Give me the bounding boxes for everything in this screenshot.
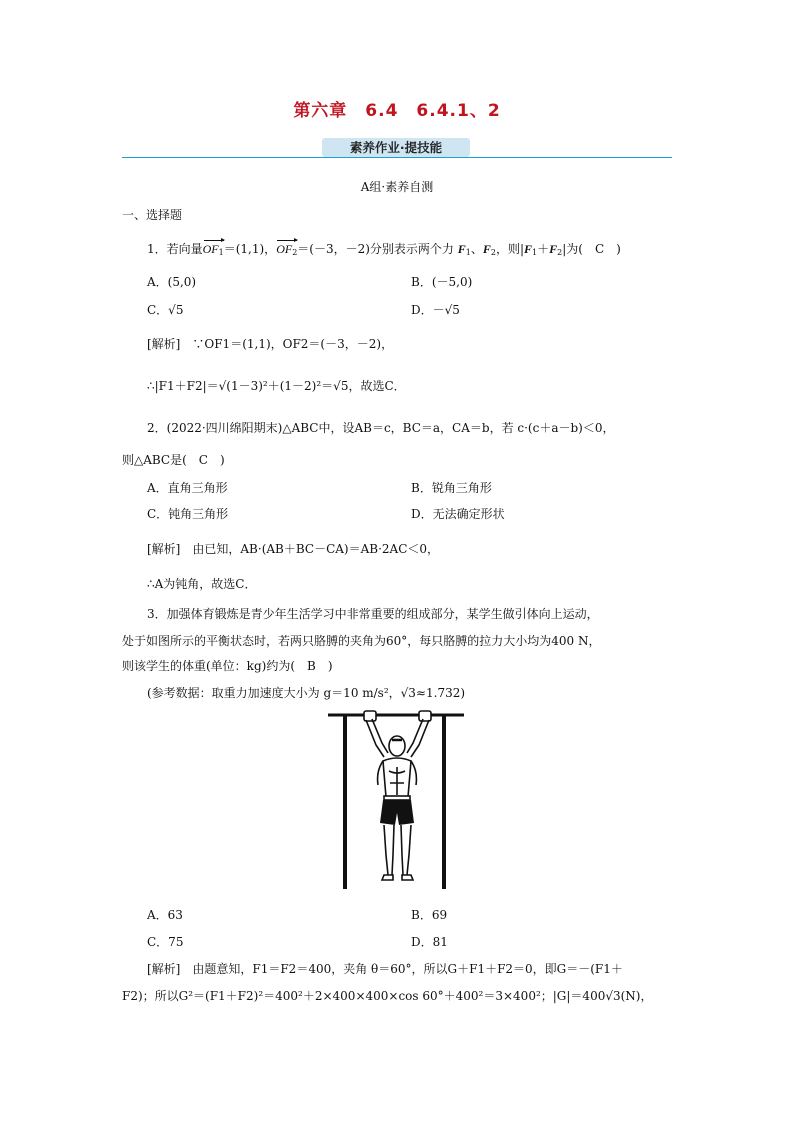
q2-option-c: C．钝角三角形 bbox=[147, 507, 229, 521]
q3-option-c: C．75 bbox=[147, 935, 184, 949]
q3-analysis-1: [解析] 由题意知，F1＝F2＝400，夹角 θ＝60°，所以G＋F1＋F2＝0，即G＝－(F1＋ bbox=[147, 962, 623, 976]
pull-up-illustration bbox=[326, 705, 466, 891]
q2-analysis-2: ∴A为钝角，故选C． bbox=[147, 577, 257, 591]
chapter-title: 第六章 6.4 6.4.1、2 bbox=[293, 101, 501, 121]
group-title: A组·素养自测 bbox=[360, 180, 434, 194]
section-heading: 一、选择题 bbox=[122, 208, 183, 222]
vector-of1: $OF_1$ bbox=[202, 242, 224, 257]
banner-divider bbox=[122, 157, 672, 158]
q3-stem-2: 处于如图所示的平衡状态时，若两只胳膊的夹角为60°，每只胳膊的拉力大小均为400 N， bbox=[122, 634, 601, 648]
q1-option-a: A．(5,0) bbox=[147, 275, 197, 289]
q2-option-a: A．直角三角形 bbox=[147, 481, 228, 495]
q1-option-d: D．－√5 bbox=[411, 303, 460, 317]
q2-stem-2: 则△ABC是( C ) bbox=[122, 453, 225, 467]
q3-analysis-2: F2)；所以G²＝(F1＋F2)²＝400²＋2×400×400×cos 60°＋400²＝3×400²；|G|＝400√3(N)， bbox=[122, 989, 653, 1003]
vector-of2: $OF_2$ bbox=[276, 242, 298, 257]
q2-stem-1: 2．(2022·四川绵阳期末)△ABC中，设AB＝c，BC＝a，CA＝b，若 c·(c＋a－b)＜0， bbox=[147, 421, 615, 435]
q3-option-b: B．69 bbox=[411, 908, 448, 922]
q3-reference-data: (参考数据：取重力加速度大小为 g＝10 m/s²，√3≈1.732) bbox=[147, 686, 466, 700]
q3-stem-3: 则该学生的体重(单位：kg)约为( B ) bbox=[122, 659, 333, 673]
q1-analysis-2: ∴|F1＋F2|＝√(1－3)²＋(1－2)²＝√5，故选C． bbox=[147, 379, 406, 393]
analysis-label: [解析] bbox=[147, 337, 181, 351]
q1-stem: 1．若向量$OF_1=(1,1)$，$OF_2=(-3$，－2)分别表示两个力 $F_1$、$F_2$，则$|F_1+F_2|$为( C ) bbox=[147, 242, 621, 257]
q1-option-c: C．√5 bbox=[147, 303, 184, 317]
analysis-label: [解析] bbox=[147, 542, 181, 556]
q2-analysis-1: [解析] 由已知，AB·(AB＋BC－CA)＝AB·2AC＜0， bbox=[147, 542, 440, 556]
q1-option-b: B．(－5,0) bbox=[411, 275, 473, 289]
q2-option-b: B．锐角三角形 bbox=[411, 481, 492, 495]
q3-option-a: A．63 bbox=[147, 908, 183, 922]
q3-stem-1: 3．加强体育锻炼是青少年生活学习中非常重要的组成部分，某学生做引体向上运动， bbox=[147, 607, 599, 621]
section-banner: 素养作业·提技能 bbox=[322, 138, 470, 157]
q1-analysis-1: [解析] ∵OF1＝(1,1)，OF2＝(－3，－2)， bbox=[147, 337, 394, 351]
analysis-label: [解析] bbox=[147, 962, 181, 976]
q2-option-d: D．无法确定形状 bbox=[411, 507, 505, 521]
q3-option-d: D．81 bbox=[411, 935, 448, 949]
